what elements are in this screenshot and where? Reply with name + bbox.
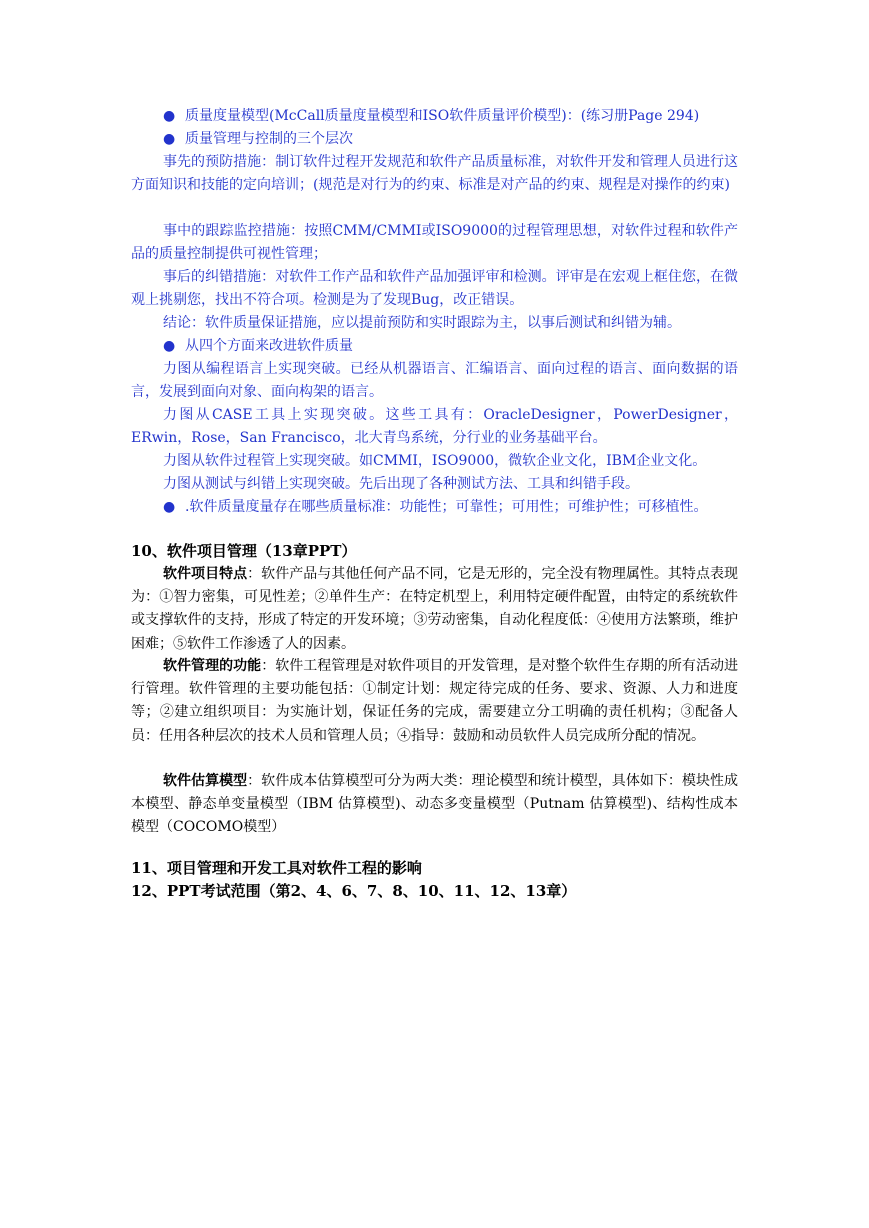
term-text: ：软件成本估算模型可分为两大类：理论模型和统计模型，具体如下：模块性成本模型、静态单变量模型（IBM 估算模型)、动态多变量模型（Putnam 估算模型)、结构性成本模型（COCOMO模型）	[131, 773, 739, 836]
term-text: ：软件工程管理是对软件项目的开发管理，是对整个软件生存期的所有活动进行管理。软件管理的主要功能包括：①制定计划：规定待完成的任务、要求、资源、人力和进度等；②建立组织项目：为实施计划，保证任务的完成，需要建立分工明确的责任机构；③配备人员：任用各种层次的技术人员和管理人员；④指导：鼓励和动员软件人员完成所分配的情况。	[131, 658, 739, 744]
bullet-dot-icon: ●	[163, 131, 176, 147]
quality-bullet-standards	[131, 496, 738, 519]
paragraph-prevention-measures: 事先的预防措施：制订软件过程开发规范和软件产品质量标准，对软件开发和管理人员进行这方面知识和技能的定向培训；(规范是对行为的约束、标准是对产品的约束、规程是对操作的约束)	[131, 154, 738, 194]
term-label: 软件估算模型	[163, 773, 248, 789]
paragraph-programming-language: 力图从编程语言上实现突破。已经从机器语言、汇编语言、面向过程的语言、面向数据的语言，发展到面向对象、面向构架的语言。	[131, 361, 738, 401]
paragraph-testing: 力图从测试与纠错上实现突破。先后出现了各种测试方法、工具和纠错手段。	[163, 476, 639, 492]
paragraph-process-management: 力图从软件过程管上实现突破。如CMMI，ISO9000，微软企业文化，IBM企业文化。	[163, 453, 707, 469]
section-11-heading: 11、项目管理和开发工具对软件工程的影响	[131, 859, 422, 877]
section-12-heading: 12、PPT考试范围（第2、4、6、7、8、10、11、12、13章）	[131, 882, 577, 900]
bullet-dot-icon: ●	[163, 338, 176, 354]
term-text: ：软件产品与其他任何产品不同，它是无形的，完全没有物理属性。其特点表现为：①智力密集，可见性差；②单件生产：在特定机型上，利用特定硬件配置，由特定的系统软件或支撑软件的支持，形成了特定的开发环境；③劳动密集，自动化程度低：④使用方法繁琐，维护困难；⑤软件工作渗透了人的因素。	[131, 566, 739, 652]
bullet-dot-icon: ●	[163, 499, 176, 515]
paragraph-project-characteristics	[131, 563, 738, 656]
paragraph-management-functions	[131, 655, 738, 748]
bullet-dot-icon: ●	[163, 108, 176, 124]
quality-bullet-measurement-models	[131, 105, 738, 128]
bullet-text: .软件质量度量存在哪些质量标准：功能性；可靠性；可用性；可维护性；可移植性。	[185, 499, 708, 515]
paragraph-case-tools: 力图从CASE工具上实现突破。这些工具有：OracleDesigner，PowerDesigner，ERwin，Rose，San Francisco，北大青鸟系统，分行业的业务基础平台。	[131, 407, 738, 447]
quality-bullet-four-aspects	[131, 335, 738, 358]
paragraph-conclusion: 结论：软件质量保证措施，应以提前预防和实时跟踪为主，以事后测试和纠错为辅。	[163, 315, 681, 331]
bullet-text: 从四个方面来改进软件质量	[185, 338, 353, 354]
section-10-heading: 10、软件项目管理（13章PPT）	[131, 542, 357, 560]
term-label: 软件项目特点	[163, 566, 248, 582]
paragraph-estimation-models	[131, 770, 738, 840]
bullet-text: 质量度量模型(McCall质量度量模型和ISO软件质量评价模型)：(练习册Page 294)	[185, 108, 700, 124]
bullet-text: 质量管理与控制的三个层次	[185, 131, 353, 147]
quality-bullet-three-levels	[131, 128, 738, 151]
paragraph-monitoring-measures: 事中的跟踪监控措施：按照CMM/CMMI或ISO9000的过程管理思想，对软件过程和软件产品的质量控制提供可视性管理；	[131, 223, 738, 263]
term-label: 软件管理的功能	[163, 658, 262, 674]
paragraph-correction-measures: 事后的纠错措施：对软件工作产品和软件产品加强评审和检测。评审是在宏观上框住您，在微观上挑剔您，找出不符合项。检测是为了发现Bug，改正错误。	[131, 269, 738, 309]
